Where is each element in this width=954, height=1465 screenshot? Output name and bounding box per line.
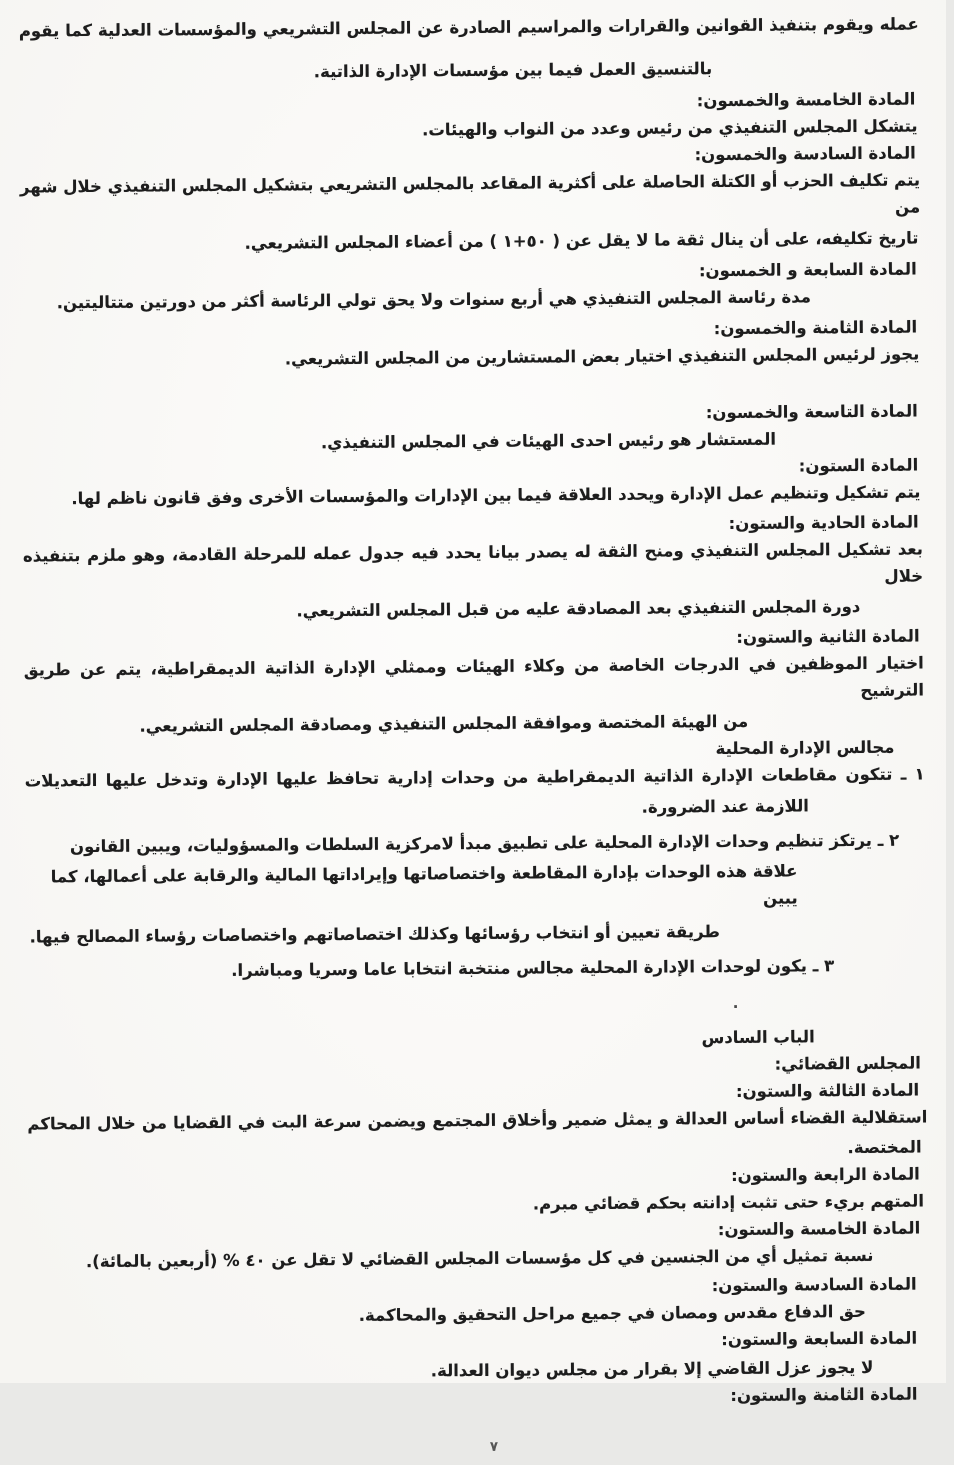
article-heading-line: المادة التاسعة والخمسون: xyxy=(705,401,918,423)
text-line: مدة رئاسة المجلس التنفيذي هي أربع سنوات ولا يحق تولي الرئاسة أكثر من دورتين متتاليتين. xyxy=(56,287,811,313)
text-line: المختصة. xyxy=(847,1137,922,1158)
text-line: اللازمة عند الضرورة. xyxy=(641,796,809,817)
list-item-line: ٣ ـ يكون لوحدات الإدارة المحلية مجالس منتخبة انتخابا عاما وسريا ومباشرا. xyxy=(231,956,835,980)
list-item-line: ٢ ـ يرتكز تنظيم وحدات الإدارة المحلية على تطبيق مبدأ لامركزية السلطات والمسؤوليات، ويبين القانون xyxy=(69,830,900,857)
list-item-line: ١ ـ تتكون مقاطعات الإدارة الذاتية الديمقراطية من وحدات إدارية تحافظ عليها الإدارة وتدخل عليها التعديلات xyxy=(24,764,925,791)
article-heading-line: المادة الثانية والستون: xyxy=(736,626,920,647)
article-heading-line: المادة السابعة والستون: xyxy=(721,1328,918,1350)
article-heading-line: المادة الرابعة والستون: xyxy=(730,1164,920,1185)
text-line: اختيار الموظفين في الدرجات الخاصة من وكلاء الهيئات وممثلي الإدارة الذاتية الديمقراطية، يتم عن طريق الترشيح xyxy=(23,653,925,700)
text-line: المتهم بريء حتى تثبت إدانته بحكم قضائي مبرم. xyxy=(532,1191,925,1214)
article-heading-line: المادة الحادية والستون: xyxy=(728,512,919,533)
text-line: من الهيئة المختصة وموافقة المجلس التنفيذي ومصادقة المجلس التشريعي. xyxy=(139,711,749,736)
text-line: علاقة هذه الوحدات بإدارة المقاطعة واختصاصاتها وإيراداتها المالية والرقابة على أعمالها، كما يبين xyxy=(50,861,798,908)
text-line: عمله ويقوم بتنفيذ القوانين والقرارات والمراسيم الصادرة عن المجلس التشريعي والمؤسسات العدلية كما يقوم xyxy=(18,14,919,41)
article-heading-line: المادة الخامسة والستون: xyxy=(717,1218,921,1240)
article-heading-line: المادة السادسة والستون: xyxy=(711,1274,917,1296)
article-heading-line: المادة الثامنة والخمسون: xyxy=(713,317,918,339)
chapter-heading-line: الباب السادس xyxy=(701,1027,815,1048)
text-line: المستشار هو رئيس احدى الهيئات في المجلس التنفيذي. xyxy=(320,429,777,453)
section-gap xyxy=(24,978,926,1029)
article-heading-line: المادة السادسة والخمسون: xyxy=(694,143,916,165)
text-line: تاريخ تكليفه، على أن ينال ثقة ما لا يقل عن ( ٥٠+١ ) من أعضاء المجلس التشريعي. xyxy=(244,228,919,253)
article-heading-line: المادة الثالثة والستون: xyxy=(735,1080,920,1101)
page-number: ٧ xyxy=(489,1438,499,1455)
text-line: لا يجوز عزل القاضي إلا بقرار من مجلس ديوان العدالة. xyxy=(430,1357,874,1381)
text-line: يتم تكليف الحزب أو الكتلة الحاصلة على أكثرية المقاعد بالمجلس التشريعي بتشكيل المجلس التنفيذي خلال شهر من xyxy=(19,170,921,217)
text-line: استقلالية القضاء أساس العدالة و يمثل ضمير وأخلاق المجتمع ويضمن سرعة البت في القضايا من خلال المحاكم xyxy=(27,1107,928,1134)
section-heading-line: المجلس القضائي: xyxy=(774,1053,921,1074)
text-line: طريقة تعيين أو انتخاب رؤسائها وكذلك اختصاصاتهم واختصاصات رؤساء المصالح فيها. xyxy=(29,922,720,947)
text-line: يجوز لرئيس المجلس التنفيذي اختيار بعض المستشارين من المجلس التشريعي. xyxy=(284,344,920,369)
text-line: يتم تشكيل وتنظيم عمل الإدارة ويحدد العلاقة فيما بين الإدارات والمؤسسات الأخرى وفق قانون ناظم لها. xyxy=(71,482,921,509)
text-line: بالتنسيق العمل فيما بين مؤسسات الإدارة الذاتية. xyxy=(313,59,713,82)
article-heading-line: المادة الستون: xyxy=(798,455,919,476)
text-line: حق الدفاع مقدس ومصان في جميع مراحل التحقيق والمحاكمة. xyxy=(358,1301,866,1325)
text-line: بعد تشكيل المجلس التنفيذي ومنح الثقة له يصدر بيانا يحدد فيه جدول عمله للمرحلة القادمة، وهو ملزم بتنفيذه خلال xyxy=(22,539,924,586)
text-line: نسبة تمثيل أي من الجنسين في كل مؤسسات المجلس القضائي لا تقل عن ٤٠ % (أربعين بالمائة). xyxy=(85,1245,874,1272)
text-line: يتشكل المجلس التنفيذي من رئيس وعدد من النواب والهيئات. xyxy=(421,116,918,140)
article-heading-line: المادة السابعة و الخمسون: xyxy=(698,259,917,281)
section-heading-line: مجالس الإدارة المحلية xyxy=(715,737,895,759)
article-heading-line: المادة الخامسة والخمسون: xyxy=(696,89,916,111)
article-heading-line: المادة الثامنة والستون: xyxy=(730,1384,918,1406)
text-line: دورة المجلس التنفيذي بعد المصادقة عليه من قبل المجلس التشريعي. xyxy=(296,596,861,621)
stray-dot-artifact: . xyxy=(732,993,739,1012)
